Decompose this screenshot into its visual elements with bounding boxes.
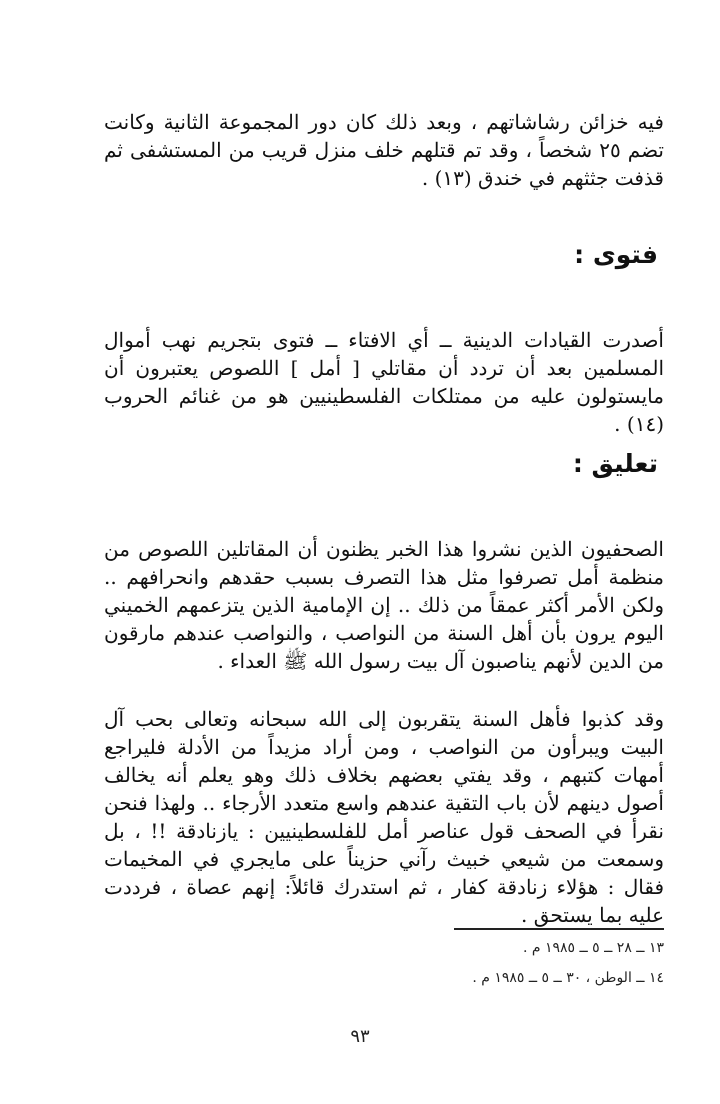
- paragraph-text: فيه خزائن رشاشاتهم ، وبعد ذلك كان دور المجموعة الثانية وكانت تضم ٢٥ شخصاً ، وقد تم قتلهم خلف منزل قريب من المستشفى ثم قذفت جثثهم في خندق (١٣) .: [104, 110, 664, 190]
- paragraph-text: وقد كذبوا فأهل السنة يتقربون إلى الله سبحانه وتعالى بحب آل البيت ويبرأون من النواصب ، ومن أراد مزيداً من الأدلة فليراجع أمهات كتبهم ، وقد يفتي بعضهم بخلاف ذلك وهو يعلم أنه يخالف أصول دينهم لأن باب التقية عندهم واسع متعدد الأرجاء .. ولهذا فنحن نقرأ في الصحف قول عناصر أمل للفلسطينيين : يازنادقة !! ، بل وسمعت من شيعي خبيث رآني حزيناً على مايجري في المخيمات فقال : هؤلاء زنادقة كفار ، ثم استدرك قائلاً: إنهم عصاة ، فرددت عليه بما يستحق .: [104, 707, 665, 927]
- paragraph-refutation: [104, 705, 664, 929]
- footnote-13: ١٣ ــ ٢٨ ــ ٥ ــ ١٩٨٥ م .: [522, 940, 664, 956]
- paragraph-fatwa: [104, 326, 664, 438]
- section-heading-fatwa: فتوى :: [574, 240, 658, 269]
- page-number: ٩٣: [350, 1026, 370, 1047]
- paragraph-text: أصدرت القيادات الدينية ــ أي الافتاء ــ فتوى بتجريم نهب أموال المسلمين بعد أن تردد أن مقاتلي [ أمل ] اللصوص يعتبرون أن مايستولون عليه من ممتلكات الفلسطينيين هو من غنائم الحروب (١٤) .: [104, 328, 664, 436]
- paragraph-text: الصحفيون الذين نشروا هذا الخبر يظنون أن المقاتلين اللصوص من منظمة أمل تصرفوا مثل هذا التصرف بسبب حقدهم وانحرافهم .. ولكن الأمر أكثر عمقاً من ذلك .. إن الإمامية الذين يتزعمهم الخميني اليوم يرون بأن أهل السنة من النواصب ، والنواصب عندهم مارقون من الدين لأنهم يناصبون آل بيت رسول الله ﷺ العداء .: [104, 537, 664, 673]
- paragraph-massacre: [104, 108, 664, 192]
- footnote-14: ١٤ ــ الوطن ، ٣٠ ــ ٥ ــ ١٩٨٥ م .: [472, 970, 664, 986]
- paragraph-comment: [104, 535, 664, 675]
- footnote-divider: [454, 928, 664, 930]
- section-heading-comment: تعليق :: [572, 449, 658, 478]
